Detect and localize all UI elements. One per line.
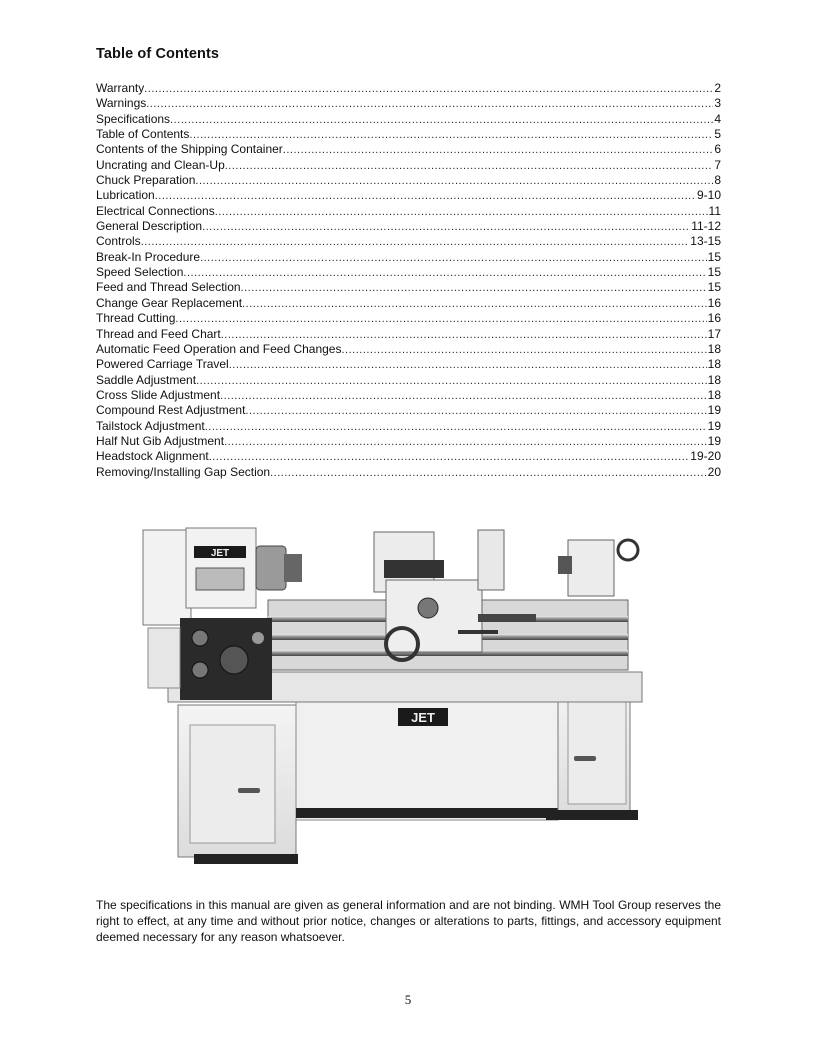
toc-entry (96, 127, 721, 142)
table-of-contents (96, 81, 721, 480)
toc-entry-title: Uncrating and Clean-Up (96, 157, 225, 172)
toc-entry-title: Thread Cutting (96, 311, 176, 326)
toc-entry-page: 19 (707, 403, 721, 418)
toc-entry-title: Powered Carriage Travel (96, 357, 229, 372)
toc-dot-leader (205, 420, 707, 434)
toc-entry (96, 265, 721, 280)
toc-entry-page: 6 (714, 142, 721, 157)
toc-dot-leader (229, 358, 707, 372)
toc-dot-leader (224, 435, 707, 449)
toc-entry-title: Speed Selection (96, 265, 184, 280)
toc-entry-title: Warnings (96, 96, 147, 111)
toc-entry (96, 219, 721, 234)
toc-dot-leader (146, 97, 713, 111)
toc-entry-title: Chuck Preparation (96, 173, 196, 188)
toc-entry-page: 8 (714, 173, 721, 188)
toc-entry-page: 19 (707, 418, 721, 433)
toc-dot-leader (341, 343, 706, 357)
toc-entry-page: 19 (707, 433, 721, 448)
toc-entry (96, 296, 721, 311)
toc-entry-title: Specifications (96, 111, 171, 126)
lathe-photo (138, 520, 646, 870)
toc-entry-page: 15 (707, 249, 721, 264)
toc-entry-title: Table of Contents (96, 127, 190, 142)
toc-entry (96, 357, 721, 372)
toc-entry (96, 188, 721, 203)
toc-entry (96, 142, 721, 157)
toc-entry-page: 18 (707, 387, 721, 402)
toc-dot-leader (175, 312, 706, 326)
toc-dot-leader (170, 113, 713, 127)
toc-entry-page: 15 (707, 280, 721, 295)
toc-entry (96, 465, 721, 480)
disclaimer-paragraph: The specifications in this manual are given as general information and are not binding. WMH Tool Group reserves the right to effect, at any time and without prior notice, changes or alterations to parts, fittings, and accessory equipment deemed necessary for any reason whatsoever. (96, 898, 721, 944)
toc-dot-leader (200, 251, 707, 265)
toc-entry-page: 2 (714, 81, 721, 95)
toc-dot-leader (215, 205, 708, 219)
toc-entry-title: Removing/Installing Gap Section (96, 464, 271, 479)
toc-dot-leader (141, 235, 690, 249)
toc-entry-page: 17 (707, 326, 721, 341)
toc-entry-title: General Description (96, 219, 203, 234)
page-title: Table of Contents (96, 46, 220, 62)
toc-entry-title: Thread and Feed Chart (96, 326, 221, 341)
toc-dot-leader (183, 266, 706, 280)
toc-dot-leader (245, 404, 706, 418)
toc-entry-page: 4 (714, 111, 721, 126)
toc-dot-leader (242, 297, 707, 311)
toc-entry-page: 9-10 (696, 188, 721, 203)
toc-entry-page: 18 (707, 372, 721, 387)
toc-entry-title: Electrical Connections (96, 203, 215, 218)
toc-dot-leader (202, 220, 690, 234)
toc-entry (96, 327, 721, 342)
toc-dot-leader (195, 174, 713, 188)
toc-entry-title: Contents of the Shipping Container (96, 142, 283, 157)
toc-entry-title: Feed and Thread Selection (96, 280, 241, 295)
toc-entry-page: 16 (707, 295, 721, 310)
toc-entry-page: 16 (707, 311, 721, 326)
toc-entry (96, 204, 721, 219)
toc-entry (96, 158, 721, 173)
toc-dot-leader (270, 466, 707, 480)
toc-entry (96, 96, 721, 111)
toc-entry-title: Half Nut Gib Adjustment (96, 433, 225, 448)
toc-dot-leader (241, 281, 707, 295)
toc-entry-title: Lubrication (96, 188, 155, 203)
toc-dot-leader (155, 189, 696, 203)
toc-entry-title: Change Gear Replacement (96, 295, 243, 310)
toc-entry (96, 250, 721, 265)
toc-entry-title: Tailstock Adjustment (96, 418, 205, 433)
toc-entry-page: 18 (707, 357, 721, 372)
toc-entry-title: Saddle Adjustment (96, 372, 197, 387)
toc-entry-page: 7 (714, 157, 721, 172)
toc-entry-page: 18 (707, 341, 721, 356)
toc-entry (96, 81, 721, 96)
toc-entry-title: Controls (96, 234, 141, 249)
toc-entry (96, 449, 721, 464)
toc-dot-leader (221, 328, 707, 342)
toc-entry-page: 19-20 (690, 449, 721, 464)
toc-entry-page: 3 (714, 96, 721, 111)
toc-entry-title: Automatic Feed Operation and Feed Changes (96, 341, 342, 356)
toc-entry (96, 280, 721, 295)
toc-entry-title: Compound Rest Adjustment (96, 403, 246, 418)
toc-entry-page: 20 (707, 464, 721, 479)
toc-dot-leader (283, 143, 714, 157)
toc-entry (96, 388, 721, 403)
toc-entry (96, 419, 721, 434)
toc-entry (96, 112, 721, 127)
toc-entry-page: 11 (708, 203, 721, 218)
toc-entry-page: 15 (707, 265, 721, 280)
toc-entry-title: Headstock Alignment (96, 449, 209, 464)
toc-entry-page: 11-12 (691, 219, 721, 234)
toc-dot-leader (209, 450, 690, 464)
toc-entry-title: Break-In Procedure (96, 249, 201, 264)
toc-entry-page: 13-15 (690, 234, 721, 249)
toc-entry (96, 234, 721, 249)
toc-dot-leader (189, 128, 713, 142)
toc-entry-title: Warranty (96, 81, 145, 95)
toc-entry (96, 173, 721, 188)
jet-logo-headstock: JET (210, 548, 230, 559)
toc-dot-leader (225, 159, 714, 173)
toc-entry (96, 342, 721, 357)
toc-dot-leader (144, 82, 713, 96)
jet-logo-cabinet: JET (411, 710, 435, 725)
toc-entry (96, 311, 721, 326)
toc-dot-leader (196, 374, 707, 388)
toc-entry-page: 5 (714, 127, 721, 142)
toc-dot-leader (220, 389, 707, 403)
toc-entry (96, 373, 721, 388)
page-number: 5 (404, 992, 412, 1007)
toc-entry (96, 434, 721, 449)
toc-entry-title: Cross Slide Adjustment (96, 387, 221, 402)
toc-entry (96, 403, 721, 418)
